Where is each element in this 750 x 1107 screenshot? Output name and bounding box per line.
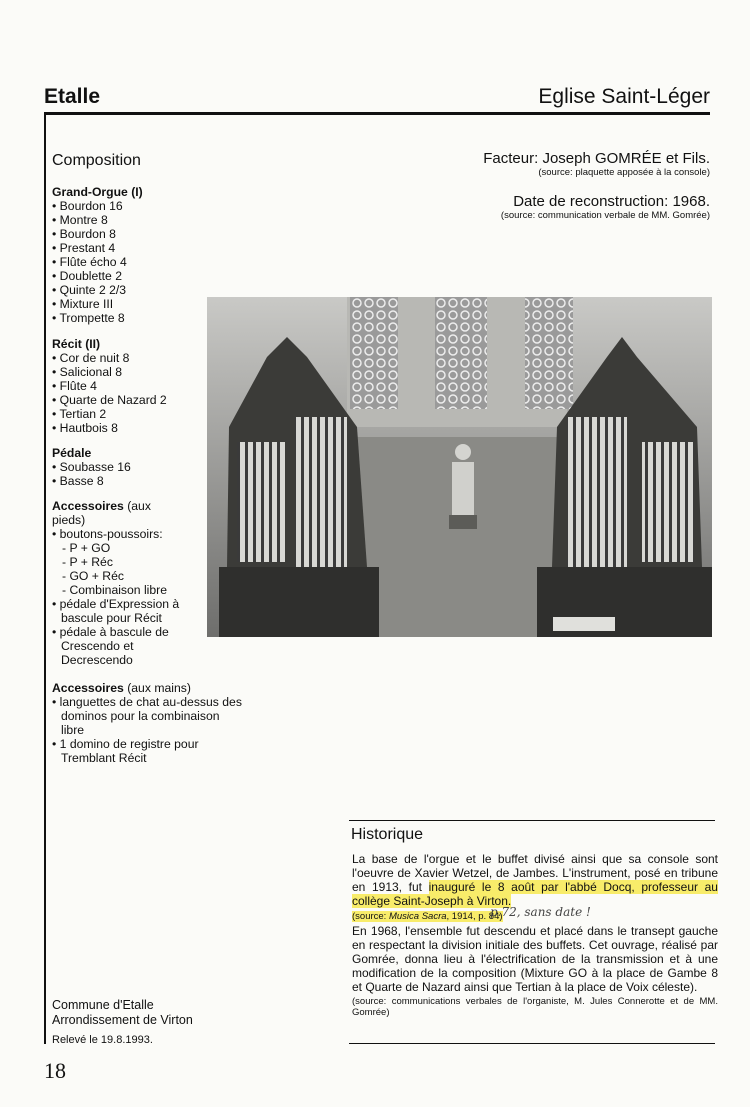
pedale-stops [52,460,131,488]
stop-item: • Tertian 2 [52,407,167,421]
stop-item: • Flûte écho 4 [52,255,143,269]
accessoires-pieds-section [52,499,187,667]
bouton-item: - P + Réc [62,555,187,569]
accessory-item: • pédale à bascule de Crescendo et Decrescendo [52,625,187,667]
header-rule [44,112,710,115]
stop-item: • Quarte de Nazard 2 [52,393,167,407]
accessory-item: • languettes de chat au-dessus des dominos pour la combinaison libre [52,695,242,737]
facteur-label: Facteur: [483,150,539,167]
recit-section [52,337,167,435]
accessoires-mains-items [52,695,242,765]
stop-item: • Trompette 8 [52,311,143,325]
stop-item: • Doublette 2 [52,269,143,283]
recit-stops [52,351,167,435]
accessory-item: • 1 domino de registre pour Tremblant Récit [52,737,242,765]
accessoires-pieds-title: Accessoires (aux pieds) [52,499,151,527]
musica-sacra-source: (source: Musica Sacra, 1914, p. 84) [352,911,503,922]
historique-paragraph-1: La base de l'orgue et le buffet divisé ainsi que sa console sont l'oeuvre de Xavier Wetzel, de Jambes. L'instrument, posé en tribune en 1913, fut inauguré le 8 août par l'abbé Docq, professeur au collège Saint-Joseph à Virton. (source: Musica Sacra, 1914, p. 84) [352,852,718,922]
stop-item: • Mixture III [52,297,143,311]
arrondissement-name: Arrondissement de Virton [52,1013,193,1027]
stop-item: • Quinte 2 2/3 [52,283,143,297]
facteur-source: (source: plaquette apposée à la console) [538,167,710,178]
stop-item: • Basse 8 [52,474,131,488]
pedale-section [52,446,131,488]
stop-item: • Bourdon 8 [52,227,143,241]
stop-item: • Soubasse 16 [52,460,131,474]
bouton-item: - Combinaison libre [62,583,187,597]
historique-paragraph-2-source: (source: communications verbales de l'organiste, M. Jules Connerotte et de MM. Gomrée) [352,996,718,1018]
stop-item: • Bourdon 16 [52,199,143,213]
stop-item: • Montre 8 [52,213,143,227]
reconstruction-label: Date de reconstruction: [513,193,669,210]
handwritten-note: p.72, sans date ! [490,905,591,919]
accessory-item: • pédale d'Expression à bascule pour Récit [52,597,187,625]
reconstruction-block [501,193,710,221]
reconstruction-source: (source: communication verbale de MM. Gomrée) [500,210,710,221]
commune-name: Commune d'Etalle [52,998,154,1012]
composition-title: Composition [52,152,141,169]
page-number: 18 [44,1058,66,1083]
bouton-item: - GO + Réc [62,569,187,583]
facteur-value: Joseph GOMRÉE et Fils. [542,150,710,167]
place-title: Etalle [44,85,101,108]
releve-date: Relevé le 19.8.1993. [52,1034,153,1046]
historique-paragraph-2: En 1968, l'ensemble fut descendu et placé dans le transept gauche en respectant la division initiale des buffets. Cet ouvrage, réalisé par Gomrée, donna lieu à l'électrification de la transmission et à une modification de la composition (Mixture GO à la place de Gambe 8 et Quarte de Nazard ainsi que Tertian à la place de Voix céleste). [352,924,718,994]
accessoires-mains-title: Accessoires (aux mains) [52,681,191,695]
accessoires-mains-section [52,681,242,765]
pedale-title: Pédale [52,446,92,460]
historique-body [352,852,718,1020]
highlighted-text: inauguré le 8 août par l'abbé Docq, professeur au collège Saint-Joseph à Virton. [352,880,718,908]
reconstruction-value: 1968. [672,193,710,210]
recit-title: Récit (II) [52,337,101,351]
historique-rule-bottom [349,1043,715,1044]
stop-item: • Hautbois 8 [52,421,167,435]
bouton-item: - P + GO [62,541,187,555]
grand-orgue-section [52,185,143,325]
historique-title: Historique [351,826,424,843]
facteur-block [483,150,710,178]
organ-photo-illustration [207,297,712,637]
boutons-label: • boutons-poussoirs: [52,527,187,541]
stop-item: • Prestant 4 [52,241,143,255]
stop-item: • Cor de nuit 8 [52,351,167,365]
organ-photo [207,297,712,637]
grand-orgue-stops [52,199,143,325]
stop-item: • Salicional 8 [52,365,167,379]
left-rule [44,112,46,1044]
grand-orgue-title: Grand-Orgue (I) [52,185,143,199]
boutons-list [52,541,187,597]
church-title: Eglise Saint-Léger [538,85,710,108]
accessoires-pieds-items [52,597,187,667]
historique-rule-top [349,820,715,821]
stop-item: • Flûte 4 [52,379,167,393]
commune-block [52,998,193,1028]
